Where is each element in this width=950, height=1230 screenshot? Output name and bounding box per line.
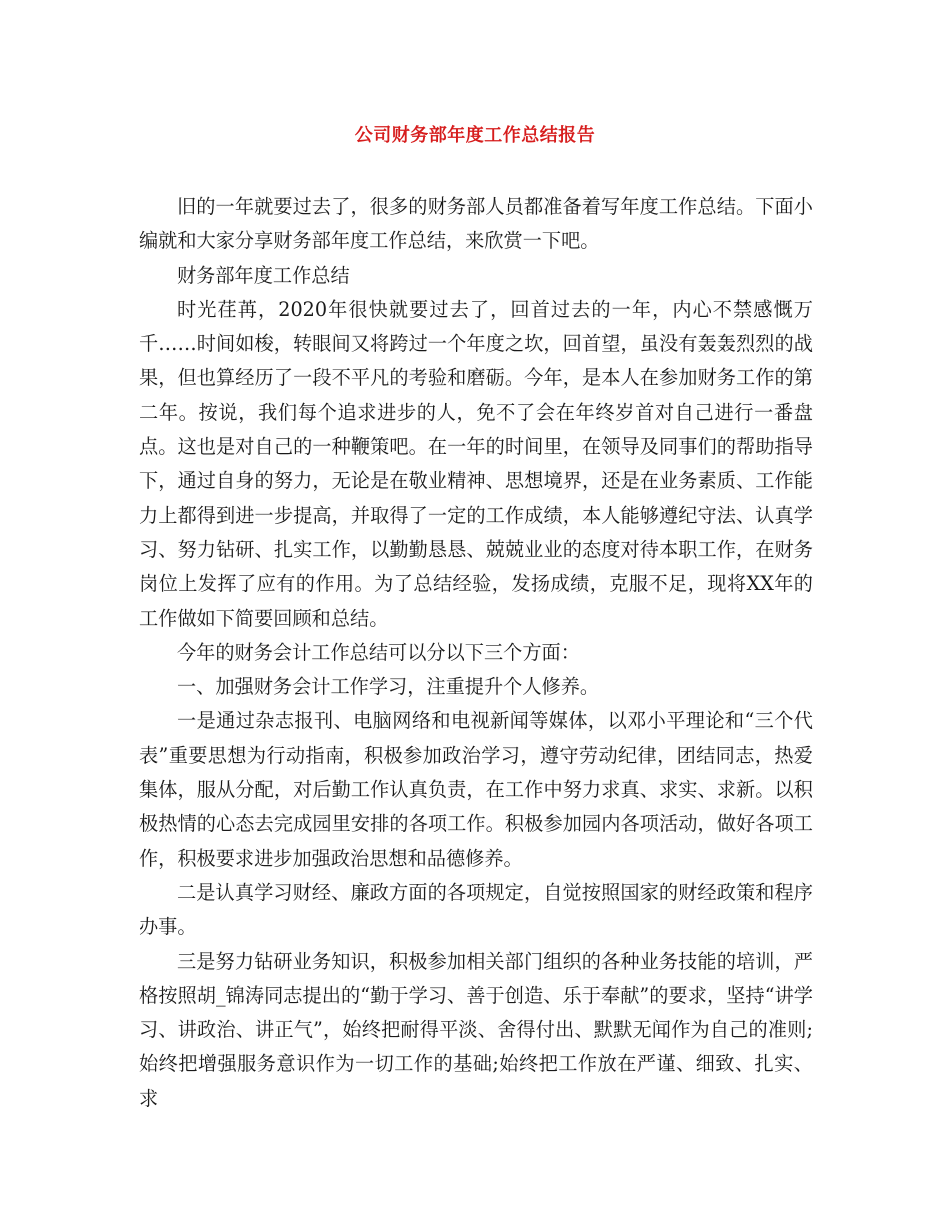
paragraph-point-one: 一是通过杂志报刊、电脑网络和电视新闻等媒体，以邓小平理论和“三个代表”重要思想为行动指南，积极参加政治学习，遵守劳动纪律，团结同志，热爱集体，服从分配，对后勤工作认真负责，在工作中努力求真、求实、求新。以积极热情的心态去完成园里安排的各项工作。积极参加园内各项活动，做好各项工作，积极要求进步加强政治思想和品德修养。 (139, 709, 813, 870)
document-title: 公司财务部年度工作总结报告 (354, 125, 596, 146)
paragraph-point-three: 三是努力钻研业务知识，积极参加相关部门组织的各种业务技能的培训，严格按照胡_锦涛同志提出的“勤于学习、善于创造、乐于奉献”的要求，坚持“讲学习、讲政治、讲正气”，始终把耐得平淡、舍得付出、默默无闻作为自己的准则;始终把增强服务意识作为一切工作的基础;始终把工作放在严谨、细致、扎实、求 (139, 949, 813, 1110)
paragraph-section-one-heading: 一、加强财务会计工作学习，注重提升个人修养。 (177, 675, 600, 699)
paragraph-point-two: 二是认真学习财经、廉政方面的各项规定，自觉按照国家的财经政策和程序办事。 (139, 880, 813, 939)
paragraph-subtitle: 财务部年度工作总结 (177, 263, 350, 287)
paragraph-review: 时光荏苒，2020年很快就要过去了，回首过去的一年，内心不禁感慨万千……时间如梭，转眼间又将跨过一个年度之坎，回首望，虽没有轰轰烈烈的战果，但也算经历了一段不平凡的考验和磨砺。今年，是本人在参加财务工作的第二年。按说，我们每个追求进步的人，免不了会在年终岁首对自己进行一番盘点。这也是对自己的一种鞭策吧。在一年的时间里，在领导及同事们的帮助指导下，通过自身的努力，无论是在敬业精神、思想境界，还是在业务素质、工作能力上都得到进一步提高，并取得了一定的工作成绩，本人能够遵纪守法、认真学习、努力钻研、扎实工作，以勤勤恳恳、兢兢业业的态度对待本职工作，在财务岗位上发挥了应有的作用。为了总结经验，发扬成绩，克服不足，现将XX年的工作做如下简要回顾和总结。 (139, 297, 813, 630)
paragraph-aspects-intro: 今年的财务会计工作总结可以分以下三个方面： (177, 640, 580, 664)
paragraph-intro: 旧的一年就要过去了，很多的财务部人员都准备着写年度工作总结。下面小编就和大家分享财务部年度工作总结，来欣赏一下吧。 (139, 195, 813, 253)
document-body (139, 190, 813, 1116)
